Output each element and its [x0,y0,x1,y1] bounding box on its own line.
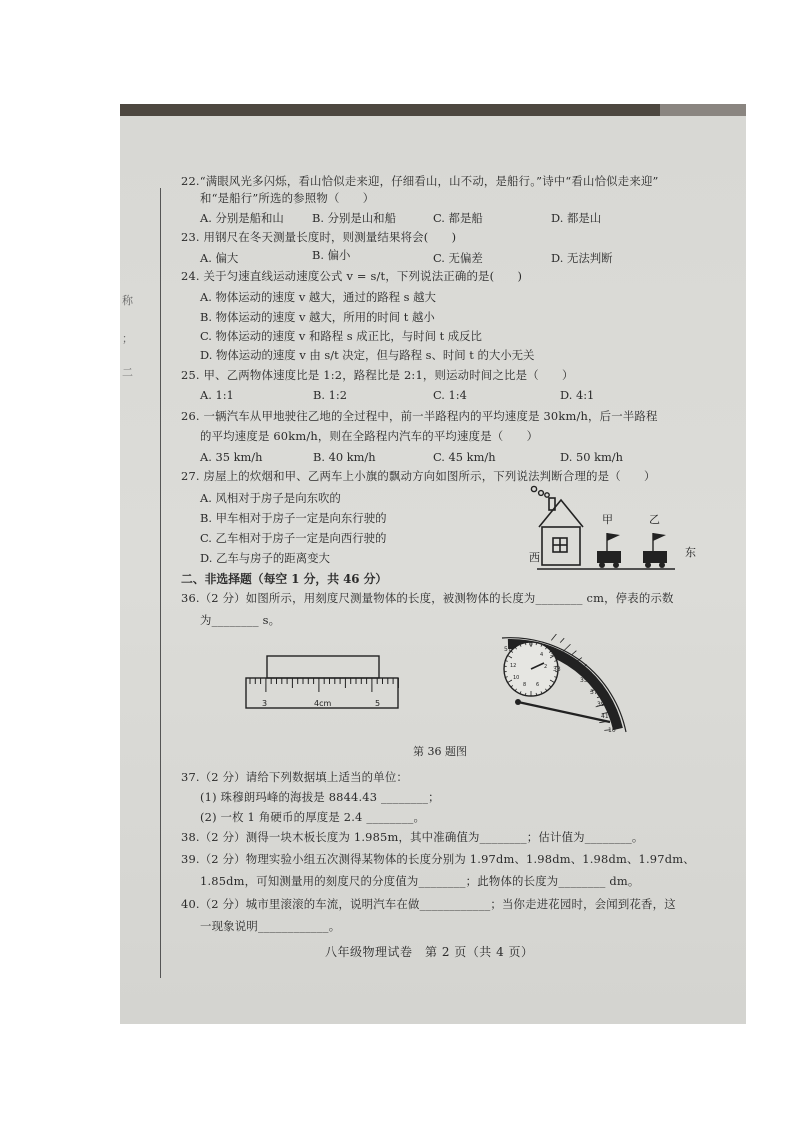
q25-stem: 25. 甲、乙两物体速度比是 1:2，路程比是 2:1，则运动时间之比是（ ） [181,368,574,382]
car-jia-icon [597,533,621,568]
small-dial-label: 12 [510,663,517,669]
q26-option-d: D. 50 km/h [560,450,623,464]
ruler-label-4cm: 4cm [314,699,332,708]
label-car-yi: 乙 [649,513,660,526]
q39-stem-line2: 1.85dm，可知测量用的刻度尺的分度值为________；此物体的长度为________ dm。 [200,874,640,888]
exam-paper [120,116,746,1024]
ruler-label-3: 3 [262,699,268,708]
q40-stem-line1: 40.（2 分）城市里滚滚的车流，说明汽车在做____________；当你走进花园时，会闻到花香，这 [181,897,676,911]
q24-option-b: B. 物体运动的速度 v 越大，所用的时间 t 越小 [200,310,435,324]
q36-stem-line2: 为________ s。 [200,613,281,627]
side-mark: 二 [122,366,133,379]
label-car-jia: 甲 [602,513,613,526]
q37-item-1: (1) 珠穆朗玛峰的海拔是 8844.43 ________； [200,790,440,804]
small-dial-label: 8 [523,682,527,688]
q26-stem-line1: 26. 一辆汽车从甲地驶往乙地的全过程中，前一半路程内的平均速度是 30km/h，后一半路程 [181,409,658,423]
q22-option-a: A. 分别是船和山 [200,211,284,225]
large-dial-label: 37 [590,689,598,696]
small-dial-tick [525,643,526,645]
q25-option-d: D. 4:1 [560,388,595,402]
second-hand-pivot [515,699,521,705]
small-dial-tick [536,693,537,695]
smoke-icon [531,486,549,497]
large-dial-label: 39 [597,701,605,708]
small-dial-label: 57 [504,646,512,653]
q24-option-a: A. 物体运动的速度 v 越大，通过的路程 s 越大 [200,290,436,304]
q39-stem-line1: 39.（2 分）物理实验小组五次测得某物体的长度分别为 1.97dm、1.98dm、1.98dm、1.97dm、 [181,852,695,866]
small-dial-label: 6 [536,682,540,688]
q24-option-d: D. 物体运动的速度 v 由 s/t 决定，但与路程 s、时间 t 的大小无关 [200,348,535,362]
small-dial-label: 2 [544,664,548,670]
q26-stem-line2: 的平均速度是 60km/h，则在全路程内汽车的平均速度是（ ） [200,429,539,443]
page-footer: 八年级物理试卷 第 2 页（共 4 页） [325,945,534,959]
measured-object [267,656,379,678]
large-dial-tick [563,644,570,651]
q22-option-b: B. 分别是山和船 [312,211,396,225]
q22-option-c: C. 都是船 [433,211,483,225]
large-dial-label: 35 [580,677,588,684]
q22-stem-line2: 和“是船行”所选的参照物（ ） [200,191,375,205]
side-mark: ； [122,332,133,345]
q23-option-a: A. 偏大 [200,251,239,265]
q36-figure-caption: 第 36 题图 [413,745,467,758]
q26-option-b: B. 40 km/h [313,450,376,464]
q24-option-c: C. 物体运动的速度 v 和路程 s 成正比，与时间 t 成反比 [200,329,482,343]
q27-option-d: D. 乙车与房子的距离变大 [200,551,330,565]
q24-stem: 24. 关于匀速直线运动速度公式 v = s/t，下列说法正确的是( ) [181,269,523,283]
ruler-figure [240,654,405,714]
large-dial-tick [551,634,557,640]
stopwatch-figure [498,634,633,734]
q23-option-b: B. 偏小 [312,248,351,262]
large-dial-label: 10 [608,727,616,734]
q27-option-a: A. 风相对于房子是向东吹的 [200,491,341,505]
small-dial-tick [525,693,526,695]
small-dial-label: 31 [550,651,558,658]
photo-frame [120,104,746,1024]
large-dial-label: 41 [601,713,609,720]
q23-option-d: D. 无法判断 [551,251,613,265]
car-yi-icon [643,533,667,568]
ruler-label-5: 5 [375,699,381,708]
q36-stem-line1: 36.（2 分）如图所示，用刻度尺测量物体的长度，被测物体的长度为________ cm，停表的示数 [181,591,674,605]
small-dial-tick [536,643,537,645]
label-west: 西 [529,551,540,564]
q26-option-a: A. 35 km/h [200,450,263,464]
q37-item-2: (2) 一枚 1 角硬币的厚度是 2.4 ________。 [200,810,426,824]
q37-stem: 37.（2 分）请给下列数据填上适当的单位： [181,770,409,784]
margin-line [160,188,161,978]
small-dial-label: 10 [513,675,520,681]
ruler-ticks [250,678,398,692]
q27-option-c: C. 乙车相对于房子一定是向西行驶的 [200,531,387,545]
q23-stem: 23. 用钢尺在冬天测量长度时，则测量结果将会( ) [181,230,457,244]
q25-option-b: B. 1:2 [313,388,347,402]
q27-stem: 27. 房屋上的炊烟和甲、乙两车上小旗的飘动方向如图所示，下列说法判断合理的是（ ） [181,469,656,483]
q25-option-a: A. 1:1 [200,388,234,402]
q27-option-b: B. 甲车相对于房子一定是向东行驶的 [200,511,387,525]
large-dial-tick [560,638,564,642]
q40-stem-line2: 一现象说明____________。 [200,919,341,933]
section-2-title: 二、非选择题（每空 1 分，共 46 分） [181,572,388,586]
label-east: 东 [685,546,696,559]
q22-stem-line1: 22.“满眼风光多闪烁，看山恰似走来迎，仔细看山，山不动，是船行。”诗中“看山恰似走来迎” [181,174,659,188]
q23-option-c: C. 无偏差 [433,251,483,265]
house-icon [539,498,583,565]
side-mark: 称 [122,294,133,307]
q22-option-d: D. 都是山 [551,211,602,225]
q25-option-c: C. 1:4 [433,388,467,402]
small-dial-label: 33 [553,666,561,673]
q27-figure [525,481,705,593]
q38-stem: 38.（2 分）测得一块木板长度为 1.985m，其中准确值为________；估计值为________。 [181,830,644,844]
small-dial-label: 4 [540,652,544,658]
large-dial-tick [572,651,577,655]
q26-option-c: C. 45 km/h [433,450,496,464]
small-dial-label: 0 [529,641,533,648]
